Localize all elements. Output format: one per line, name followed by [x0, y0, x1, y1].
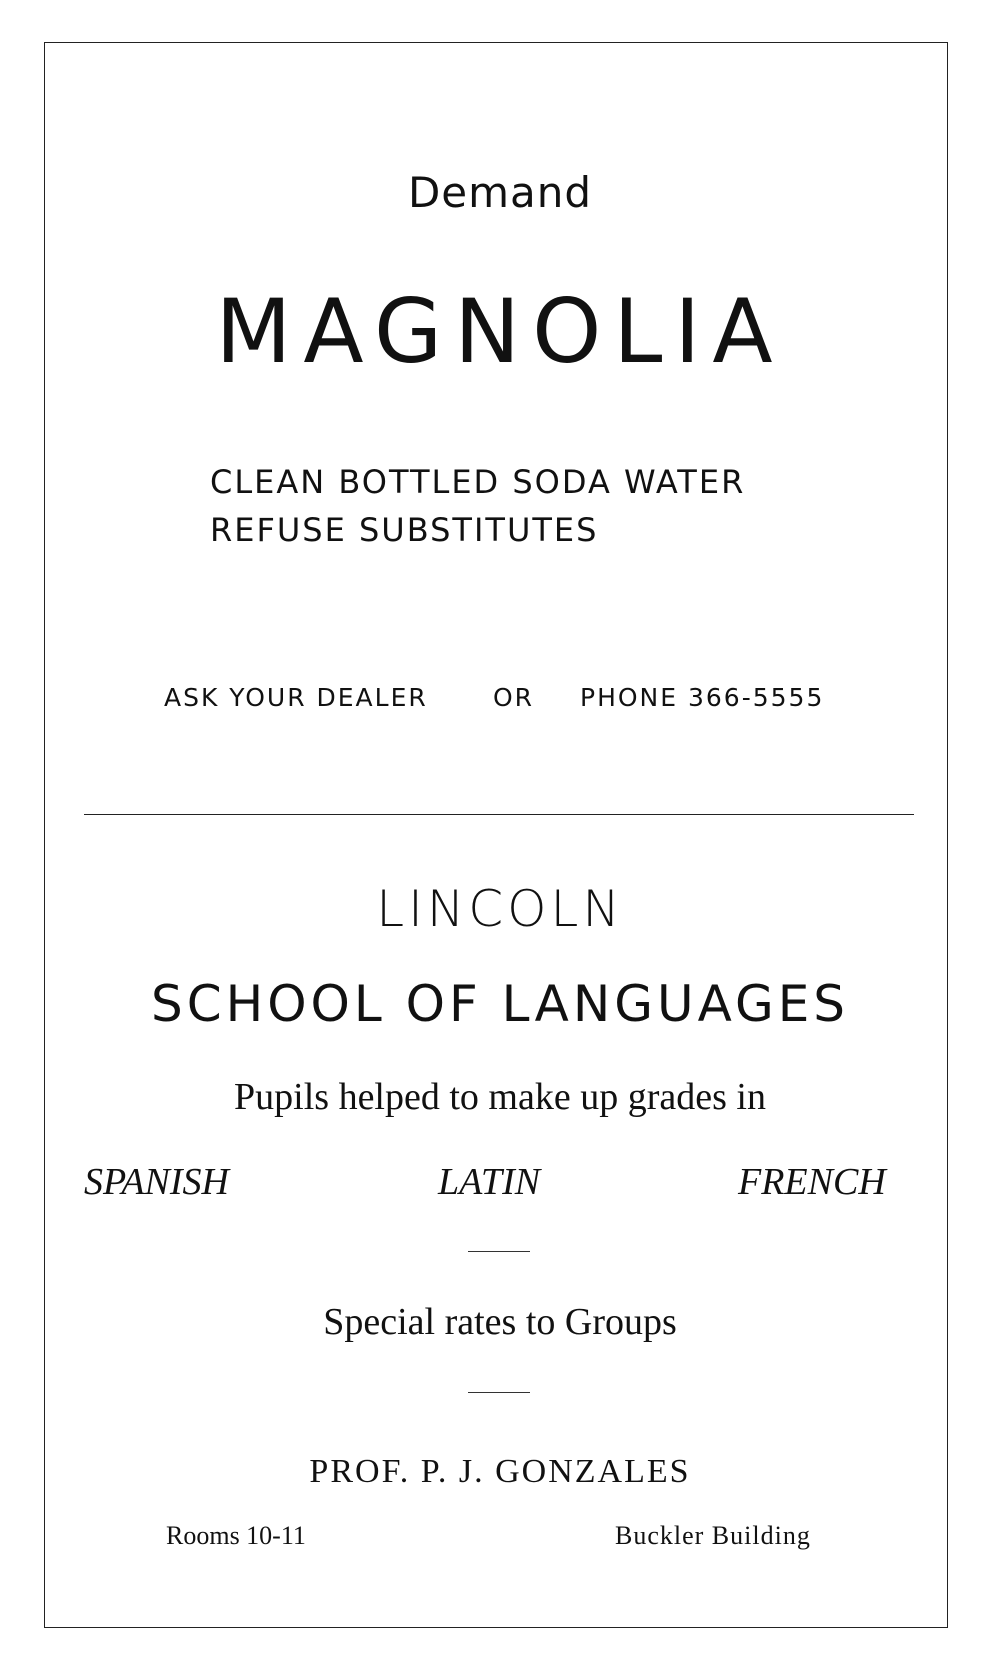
tagline-line-1: CLEAN BOTTLED SODA WATER: [210, 463, 746, 501]
language-spanish: SPANISH: [84, 1161, 229, 1203]
school-name: LINCOLN: [376, 880, 624, 938]
school-subtitle: SCHOOL OF LANGUAGES: [150, 975, 850, 1033]
brand-title: MAGNOLIA: [215, 280, 785, 383]
short-rule-1: [468, 1251, 530, 1252]
section-divider: [84, 814, 914, 815]
tagline-line-2: REFUSE SUBSTITUTES: [210, 511, 599, 549]
special-rates: Special rates to Groups: [323, 1301, 677, 1343]
contact-or: OR: [493, 683, 535, 712]
language-french: FRENCH: [738, 1161, 886, 1203]
professor-name: PROF. P. J. GONZALES: [309, 1453, 691, 1490]
short-rule-2: [468, 1392, 530, 1393]
pupils-line: Pupils helped to make up grades in: [234, 1076, 766, 1118]
contact-phone: PHONE 366-5555: [580, 683, 825, 712]
rooms-number: Rooms 10-11: [166, 1521, 306, 1550]
language-latin: LATIN: [438, 1161, 541, 1203]
demand-heading: Demand: [407, 168, 593, 217]
contact-dealer: ASK YOUR DEALER: [164, 683, 428, 712]
building-name: Buckler Building: [615, 1521, 811, 1550]
